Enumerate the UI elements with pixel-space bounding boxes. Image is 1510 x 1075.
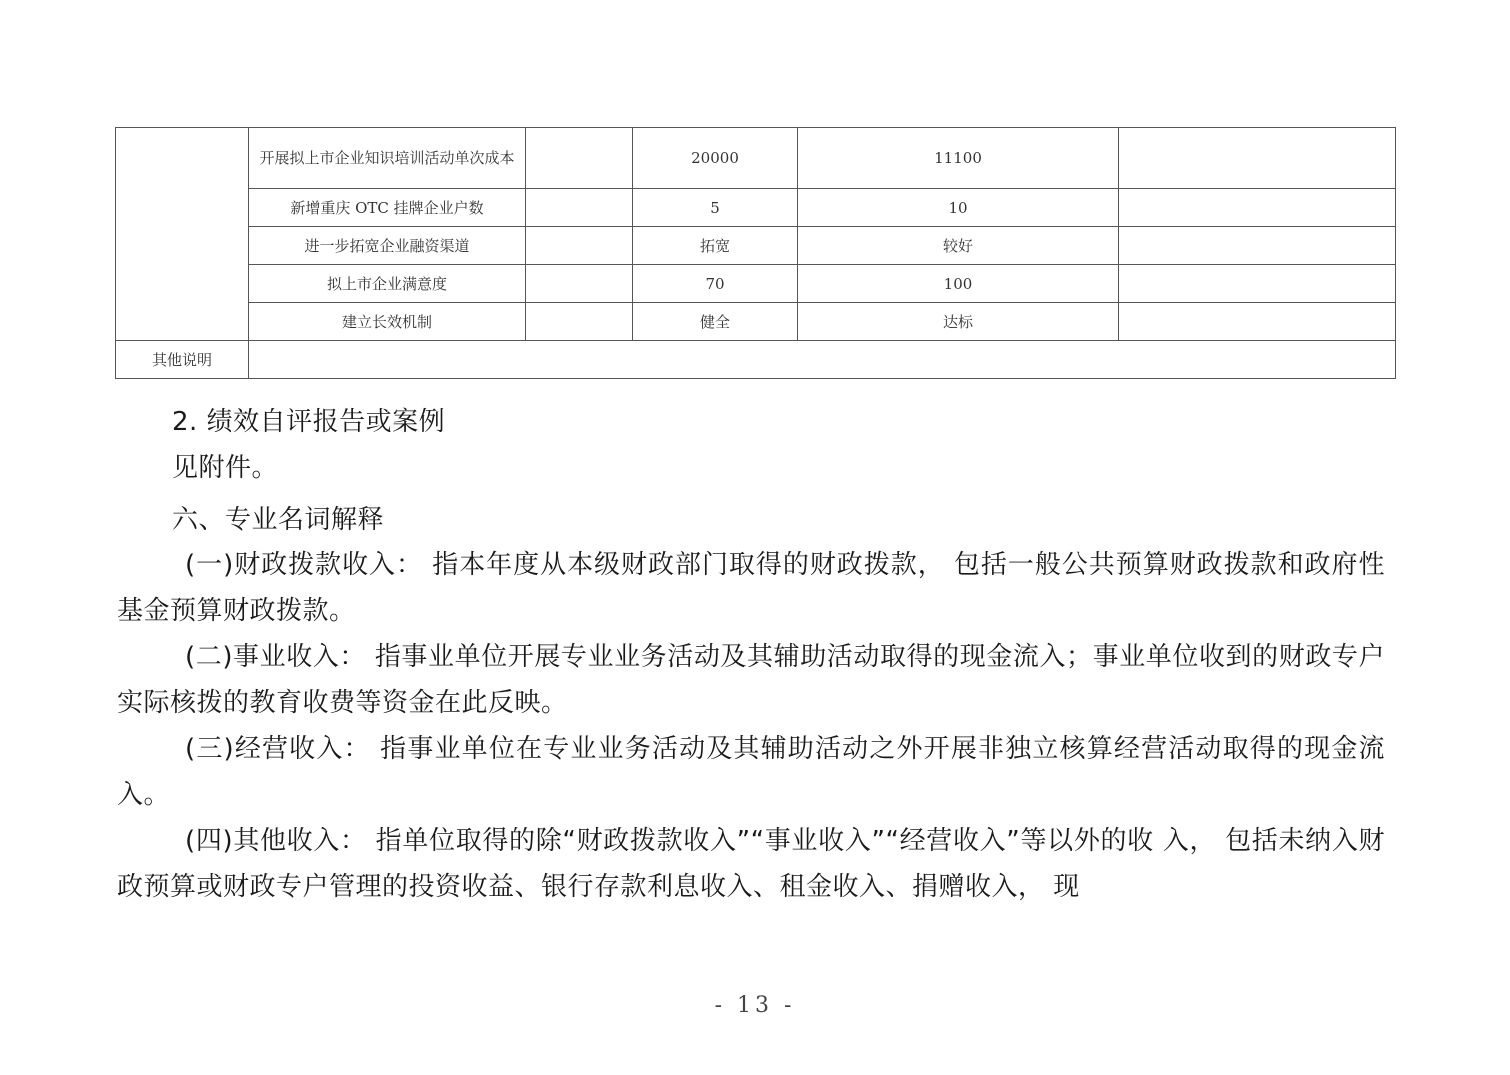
section-6-heading: 六、专业名词解释 [172, 505, 385, 535]
blank-cell [526, 128, 633, 189]
performance-indicator-table [115, 127, 1396, 379]
definition-paragraph-4: (四)其他收入： 指单位取得的除“财政拨款收入”“事业收入”“经营收入”等以外的收 入， 包括未纳入财政预算或财政专户管理的投资收益、银行存款利息收入、租金收入、捐赠收入， 现 [117, 826, 1385, 902]
blank-cell [526, 189, 633, 227]
section-2-heading: 2. 绩效自评报告或案例 [172, 407, 446, 437]
blank-cell [526, 265, 633, 303]
table-row [116, 189, 1396, 227]
note-cell [1119, 128, 1396, 189]
target-cell: 70 [633, 265, 798, 303]
definition-paragraph-2: (二)事业收入： 指事业单位开展专业业务活动及其辅助活动取得的现金流入；事业单位收到的财政专户实际核拨的教育收费等资金在此反映。 [117, 642, 1385, 718]
note-cell [1119, 265, 1396, 303]
target-cell: 健全 [633, 303, 798, 341]
actual-cell: 100 [798, 265, 1119, 303]
table-row [116, 227, 1396, 265]
table-row [116, 303, 1396, 341]
table-row-other [116, 341, 1396, 379]
section-2-body: 见附件。 [172, 453, 279, 483]
indicator-cell: 新增重庆 OTC 挂牌企业户数 [249, 189, 526, 227]
indicator-cell: 建立长效机制 [249, 303, 526, 341]
actual-cell: 较好 [798, 227, 1119, 265]
indicator-cell: 开展拟上市企业知识培训活动单次成本 [249, 128, 526, 189]
actual-cell: 达标 [798, 303, 1119, 341]
category-cell [116, 128, 249, 341]
table-row [116, 128, 1396, 189]
target-cell: 20000 [633, 128, 798, 189]
note-cell [1119, 227, 1396, 265]
other-value-cell [249, 341, 1396, 379]
definition-paragraph-3: (三)经营收入： 指事业单位在专业业务活动及其辅助活动之外开展非独立核算经营活动取得的现金流入。 [117, 734, 1385, 810]
blank-cell [526, 303, 633, 341]
target-cell: 拓宽 [633, 227, 798, 265]
target-cell: 5 [633, 189, 798, 227]
table-row [116, 265, 1396, 303]
actual-cell: 10 [798, 189, 1119, 227]
actual-cell: 11100 [798, 128, 1119, 189]
blank-cell [526, 227, 633, 265]
note-cell [1119, 303, 1396, 341]
indicator-cell: 拟上市企业满意度 [249, 265, 526, 303]
page-number: - 13 - [714, 993, 796, 1018]
other-label-cell: 其他说明 [116, 341, 249, 379]
definition-paragraph-1: (一)财政拨款收入： 指本年度从本级财政部门取得的财政拨款， 包括一般公共预算财政拨款和政府性基金预算财政拨款。 [117, 550, 1385, 626]
indicator-cell: 进一步拓宽企业融资渠道 [249, 227, 526, 265]
note-cell [1119, 189, 1396, 227]
